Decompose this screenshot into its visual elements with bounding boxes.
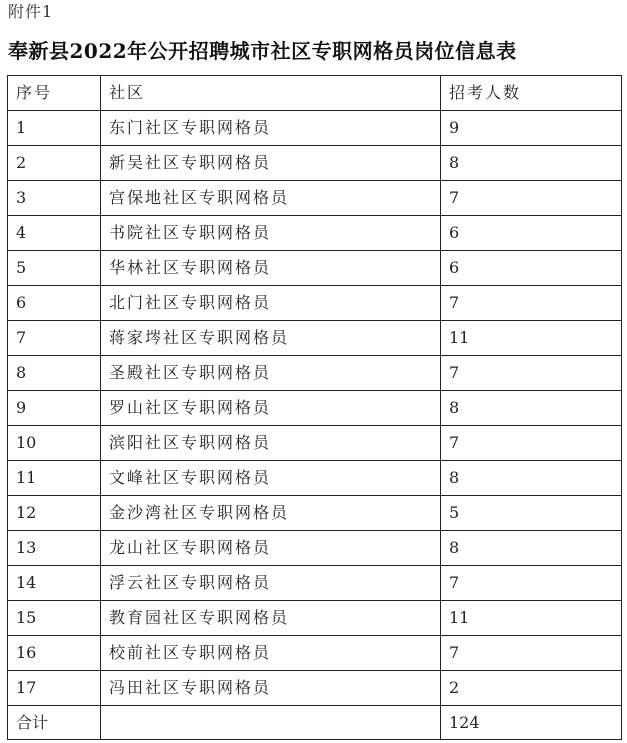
row-community-position: 书院社区专职网格员 <box>101 216 441 251</box>
row-recruit-count: 5 <box>441 496 622 531</box>
table-row <box>8 496 622 531</box>
row-recruit-count: 7 <box>441 636 622 671</box>
row-serial-number: 10 <box>8 426 101 461</box>
total-row <box>8 706 622 740</box>
total-count: 124 <box>441 706 622 740</box>
row-serial-number: 2 <box>8 146 101 181</box>
row-community-position: 教育园社区专职网格员 <box>101 601 441 636</box>
table-row <box>8 286 622 321</box>
table-row <box>8 566 622 601</box>
row-serial-number: 6 <box>8 286 101 321</box>
row-recruit-count: 7 <box>441 181 622 216</box>
row-community-position: 龙山社区专职网格员 <box>101 531 441 566</box>
row-serial-number: 14 <box>8 566 101 601</box>
row-community-position: 文峰社区专职网格员 <box>101 461 441 496</box>
row-recruit-count: 2 <box>441 671 622 706</box>
row-recruit-count: 7 <box>441 426 622 461</box>
total-community <box>101 706 441 740</box>
header-recruit-count: 招考人数 <box>441 76 622 111</box>
table-header-row <box>8 76 622 111</box>
row-community-position: 东门社区专职网格员 <box>101 111 441 146</box>
row-serial-number: 7 <box>8 321 101 356</box>
row-community-position: 华林社区专职网格员 <box>101 251 441 286</box>
positions-table <box>7 75 622 740</box>
row-recruit-count: 8 <box>441 461 622 496</box>
row-serial-number: 16 <box>8 636 101 671</box>
row-recruit-count: 7 <box>441 286 622 321</box>
row-recruit-count: 8 <box>441 391 622 426</box>
row-serial-number: 1 <box>8 111 101 146</box>
table-body <box>8 111 622 706</box>
table-row <box>8 111 622 146</box>
table-row <box>8 216 622 251</box>
row-community-position: 新吴社区专职网格员 <box>101 146 441 181</box>
row-serial-number: 13 <box>8 531 101 566</box>
table-row <box>8 251 622 286</box>
row-community-position: 圣殿社区专职网格员 <box>101 356 441 391</box>
table-row <box>8 321 622 356</box>
table-row <box>8 181 622 216</box>
row-recruit-count: 6 <box>441 216 622 251</box>
row-community-position: 北门社区专职网格员 <box>101 286 441 321</box>
row-community-position: 浮云社区专职网格员 <box>101 566 441 601</box>
header-serial-number: 序号 <box>8 76 101 111</box>
row-community-position: 校前社区专职网格员 <box>101 636 441 671</box>
table-row <box>8 461 622 496</box>
row-community-position: 宫保地社区专职网格员 <box>101 181 441 216</box>
annex-label: 附件1 <box>8 2 54 21</box>
row-serial-number: 11 <box>8 461 101 496</box>
row-serial-number: 5 <box>8 251 101 286</box>
row-serial-number: 3 <box>8 181 101 216</box>
row-recruit-count: 9 <box>441 111 622 146</box>
row-serial-number: 17 <box>8 671 101 706</box>
row-community-position: 蒋家埁社区专职网格员 <box>101 321 441 356</box>
header-community: 社区 <box>101 76 441 111</box>
table-row <box>8 671 622 706</box>
row-community-position: 罗山社区专职网格员 <box>101 391 441 426</box>
row-recruit-count: 11 <box>441 601 622 636</box>
row-recruit-count: 6 <box>441 251 622 286</box>
row-serial-number: 12 <box>8 496 101 531</box>
table-row <box>8 391 622 426</box>
total-label: 合计 <box>8 706 101 740</box>
row-community-position: 金沙湾社区专职网格员 <box>101 496 441 531</box>
row-serial-number: 9 <box>8 391 101 426</box>
row-recruit-count: 7 <box>441 356 622 391</box>
row-recruit-count: 8 <box>441 531 622 566</box>
document-title: 奉新县2022年公开招聘城市社区专职网格员岗位信息表 <box>8 39 517 63</box>
table-row <box>8 146 622 181</box>
row-serial-number: 4 <box>8 216 101 251</box>
table-row <box>8 636 622 671</box>
table-row <box>8 601 622 636</box>
row-serial-number: 8 <box>8 356 101 391</box>
table-row <box>8 356 622 391</box>
row-recruit-count: 7 <box>441 566 622 601</box>
row-community-position: 冯田社区专职网格员 <box>101 671 441 706</box>
table-row <box>8 531 622 566</box>
row-community-position: 滨阳社区专职网格员 <box>101 426 441 461</box>
row-recruit-count: 11 <box>441 321 622 356</box>
row-serial-number: 15 <box>8 601 101 636</box>
row-recruit-count: 8 <box>441 146 622 181</box>
table-row <box>8 426 622 461</box>
